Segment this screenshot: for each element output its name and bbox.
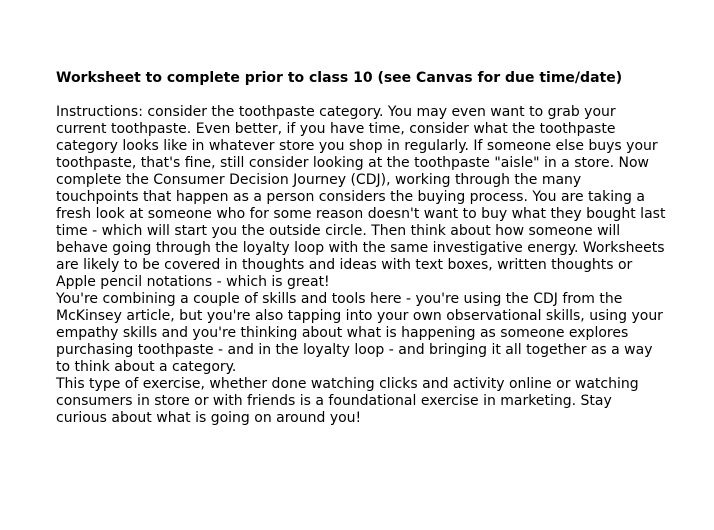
document-page bbox=[56, 70, 666, 427]
worksheet-title: Worksheet to complete prior to class 10 (see Canvas for due time/date) bbox=[56, 70, 623, 86]
skills-paragraph: You're combining a couple of skills and tools here - you're using the CDJ from the McKinsey article, but you're also tapping into your own observational skills, using your empathy skills and you're thinking about what is happening as someone explores purchasing toothpaste - and in the loyalty loop - and bringing it all together as a way to think about a category. bbox=[56, 291, 663, 375]
closing-paragraph: This type of exercise, whether done watching clicks and activity online or watching consumers in store or with friends is a foundational exercise in marketing. Stay curious about what is going on around you! bbox=[56, 376, 639, 426]
instructions-paragraph: Instructions: consider the toothpaste category. You may even want to grab your current toothpaste. Even better, if you have time, consider what the toothpaste category looks like in whatever store you shop in regularly. If someone else buys your toothpaste, that's fine, still consider looking at the toothpaste "aisle" in a store. Now complete the Consumer Decision Journey (CDJ), working through the many touchpoints that happen as a person considers the buying process. You are taking a fresh look at someone who for some reason doesn't want to buy what they bought last time - which will start you the outside circle. Then think about how someone will behave going through the loyalty loop with the same investigative energy. Worksheets are likely to be covered in thoughts and ideas with text boxes, written thoughts or Apple pencil notations - which is great! bbox=[56, 104, 666, 290]
